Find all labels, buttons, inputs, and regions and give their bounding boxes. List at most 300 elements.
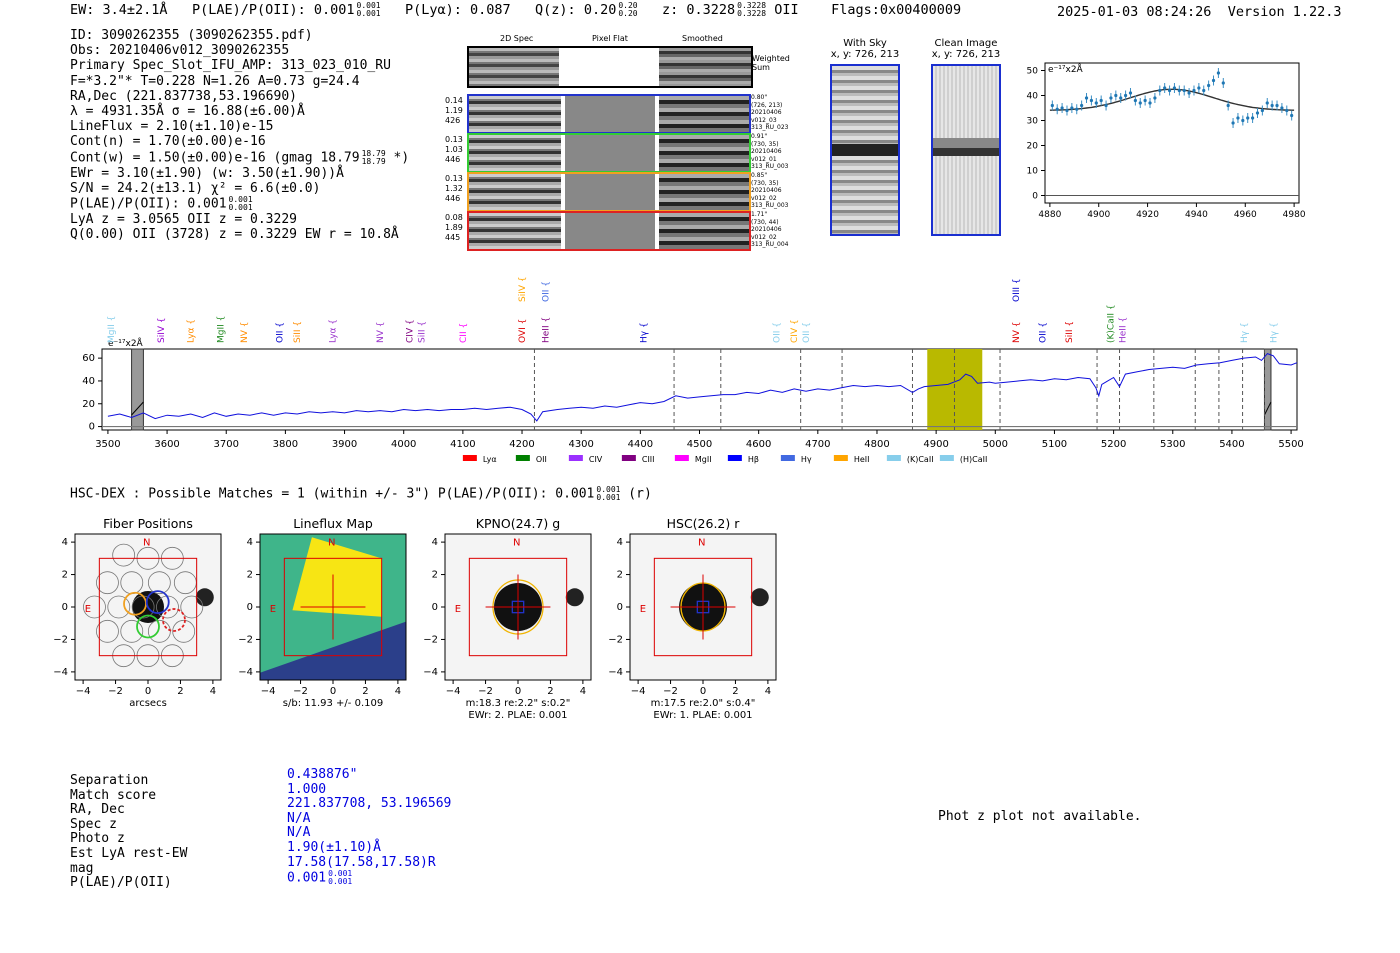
- panel-xtick-label: −4: [445, 686, 461, 697]
- header-right: [1057, 4, 1342, 20]
- panel-ytick-label: 0: [246, 602, 253, 613]
- north-label: N: [328, 537, 336, 549]
- zoom-data-point: [1246, 116, 1249, 119]
- clean-band-1: [933, 138, 999, 148]
- zoom-data-point: [1139, 101, 1142, 104]
- match-value: [287, 826, 451, 841]
- zoom-data-point: [1114, 94, 1117, 97]
- match-key: Est LyA rest-EW: [70, 845, 188, 861]
- spectrum-line-label: OII {: [541, 281, 552, 302]
- panel-xtick-label: 0: [514, 686, 522, 697]
- cutout-flat-2: [565, 135, 655, 171]
- cutout-left-value: 0.13: [445, 174, 463, 183]
- match-value: [287, 870, 451, 886]
- zoom-data-point: [1153, 96, 1156, 99]
- match-value: [287, 856, 451, 871]
- cutout-left-value: 1.89: [445, 223, 463, 232]
- spectrum-line-label: MgII {: [106, 315, 117, 343]
- panel-title: HSC(26.2) r: [666, 516, 740, 531]
- cutout-2d-3: [469, 174, 561, 210]
- zoom-data-point: [1271, 104, 1274, 107]
- header-z: z: 0.3228: [661, 2, 736, 18]
- panel-title: Lineflux Map: [293, 516, 373, 531]
- east-label: E: [84, 603, 92, 615]
- spectrum-legend-swatch: [834, 455, 848, 461]
- cutout-left-value: 1.19: [445, 106, 463, 115]
- cutout-right-value: 20210406: [751, 109, 782, 117]
- spectrum-legend-label: Hγ: [800, 455, 812, 464]
- spectrum-legend-label: CIII: [641, 455, 655, 464]
- panel-xtick-label: 4: [209, 686, 217, 697]
- cutout-right-value: 313_RU_004: [751, 241, 789, 249]
- info-lambda: λ = 4931.35Å σ = 16.88(±6.00)Å: [70, 104, 305, 120]
- cutout-left-label-2: [445, 135, 463, 165]
- zoom-data-point: [1275, 104, 1278, 107]
- neighbor-blob: [196, 588, 214, 606]
- spectrum-xtick-label: 3600: [154, 439, 180, 450]
- spectrum-legend-swatch: [887, 455, 901, 461]
- zoom-data-point: [1256, 111, 1259, 114]
- match-plae-fraction: [328, 870, 352, 886]
- info-contw-text: Cont(w) = 1.50(±0.00)e-16 (gmag 18.79: [70, 150, 360, 166]
- zoom-data-point: [1178, 89, 1181, 92]
- line-zoom-plot: [1010, 55, 1310, 230]
- cutout-right-label-1: [751, 94, 788, 132]
- spectrum-xtick-label: 5500: [1278, 439, 1304, 450]
- spectrum-axes-frame: [102, 349, 1297, 430]
- cutout-right-value: v012_01: [751, 155, 777, 163]
- zoom-data-point: [1168, 89, 1171, 92]
- match-value-text: N/A: [287, 810, 311, 826]
- info-plae-text: P(LAE)/P(OII): 0.001: [70, 196, 227, 212]
- hsc-plae-upper: 0.001: [596, 485, 621, 494]
- panel-xtick-label: 2: [362, 686, 369, 697]
- imaging-panels: [40, 510, 800, 725]
- panel-caption: arcsecs: [129, 698, 167, 709]
- spectrum-line-label: Hγ {: [639, 322, 650, 343]
- match-plae-lower: 0.001: [328, 877, 353, 887]
- spectrum-line-label: OIII {: [1011, 278, 1022, 302]
- panel-ytick-label: 4: [616, 537, 623, 549]
- panel-xtick-label: 0: [329, 686, 337, 697]
- zoom-xtick-label: 4940: [1184, 210, 1208, 220]
- cutout-right-value: 20210406: [751, 226, 782, 234]
- cutout-left-value: 426: [445, 116, 461, 125]
- spectrum-line-label: SiII {: [417, 320, 428, 343]
- spectrum-legend-label: Lyα: [482, 455, 497, 464]
- spectrum-xtick-label: 4800: [864, 439, 890, 450]
- weighted-smooth: [659, 48, 751, 86]
- panel-xtick-label: 4: [764, 686, 772, 697]
- cutout-right-value: (730, 35): [751, 140, 779, 148]
- spectrum-xtick-label: 4000: [390, 439, 417, 450]
- spectrum-xtick-label: 5100: [1041, 439, 1068, 450]
- cutout-right-value: 0.80": [751, 94, 768, 101]
- match-value-text: 17.58(17.58,17.58)R: [287, 854, 436, 870]
- info-plae-upper: 0.001: [228, 195, 253, 205]
- spectrum-line-label: HeII {: [1118, 316, 1129, 343]
- hsc-dex-line: [70, 486, 652, 502]
- col-smoothed: Smoothed: [682, 34, 723, 43]
- panel-xtick-label: 2: [177, 686, 184, 697]
- match-value: [287, 768, 451, 783]
- cutout-2d-1: [469, 96, 561, 132]
- zoom-data-point: [1251, 116, 1254, 119]
- zoom-data-point: [1236, 116, 1239, 119]
- spectrum-line-label: OII {: [1038, 322, 1049, 343]
- zoom-data-point: [1207, 84, 1210, 87]
- north-label: N: [143, 537, 151, 549]
- cutout-right-value: v012_02: [751, 194, 777, 202]
- zoom-data-point: [1051, 104, 1054, 107]
- cutout-left-value: 1.03: [445, 145, 463, 154]
- panel-xtick-label: 4: [579, 686, 587, 697]
- spectrum-legend-swatch: [675, 455, 689, 461]
- cutout-2d-2: [469, 135, 561, 171]
- spectrum-line-label: CIV {: [790, 319, 801, 343]
- panel-xtick-label: −2: [663, 686, 678, 697]
- match-key: Separation: [70, 773, 149, 788]
- panel-xtick-label: −2: [293, 686, 308, 697]
- spectrum-mask-region: [132, 349, 144, 430]
- zoom-data-point: [1085, 96, 1088, 99]
- info-lya: LyA z = 3.0565 OII z = 0.3229: [70, 212, 297, 228]
- header-plae-lower: 0.001: [356, 9, 381, 18]
- header-z-line: OII: [774, 2, 799, 18]
- info-radec: RA,Dec (221.837738,53.196690): [70, 88, 297, 104]
- zoom-data-point: [1227, 104, 1230, 107]
- col-pixel-flat: Pixel Flat: [592, 34, 628, 43]
- full-spectrum-plot: [60, 270, 1315, 465]
- panel-caption-2: EWr: 2. PLAE: 0.001: [468, 710, 568, 721]
- header-bar: [70, 2, 961, 18]
- header-z-lower: 0.3228: [737, 9, 767, 18]
- header-qz-lower: 0.20: [618, 9, 638, 18]
- match-plae-upper: 0.001: [328, 869, 353, 879]
- cutout-left-label-1: [445, 96, 463, 126]
- zoom-data-point: [1100, 99, 1103, 102]
- panel-caption-2: EWr: 1. PLAE: 0.001: [653, 710, 753, 721]
- spectrum-line-label: MgII {: [216, 315, 227, 343]
- panel-xtick-label: 0: [144, 686, 152, 697]
- with-sky-band: [832, 144, 898, 156]
- cutout-right-value: 313_RU_023: [751, 124, 789, 132]
- info-obs: Obs: 20210406v012_3090262355: [70, 43, 290, 59]
- zoom-data-point: [1124, 94, 1127, 97]
- zoom-data-point: [1187, 91, 1190, 94]
- match-key: P(LAE)/P(OII): [70, 875, 172, 891]
- header-qz-upper: 0.20: [618, 1, 638, 10]
- info-gmag-lower: 18.79: [361, 156, 386, 166]
- cutout-right-value: 0.85": [751, 172, 768, 179]
- cutout-right-value: (730, 44): [751, 218, 779, 226]
- cutout-left-value: 446: [445, 194, 461, 203]
- spectrum-xtick-label: 4300: [568, 439, 594, 450]
- zoom-data-point: [1241, 119, 1244, 122]
- zoom-data-point: [1075, 108, 1078, 111]
- panel-ytick-label: −2: [608, 634, 623, 646]
- cutout-right-value: 313_RU_003: [751, 163, 789, 171]
- info-plae: [70, 196, 409, 212]
- zoom-ytick-label: 10: [1026, 166, 1038, 177]
- zoom-data-point: [1202, 89, 1205, 92]
- info-plae-lower: 0.001: [228, 203, 253, 213]
- spectrum-line-label: Lyα {: [186, 318, 197, 343]
- spectrum-ytick-label: 60: [82, 353, 95, 365]
- spectrum-ytick-label: 0: [88, 421, 95, 433]
- panel-ytick-label: 4: [246, 537, 253, 549]
- spectrum-xtick-label: 4700: [805, 439, 831, 450]
- spectrum-xtick-label: 4600: [745, 439, 772, 450]
- spectrum-xtick-label: 4200: [509, 439, 535, 450]
- panel-2: [238, 516, 406, 709]
- match-value-text: 0.438876": [287, 767, 358, 782]
- spectrum-xtick-label: 5400: [1219, 439, 1245, 450]
- cutout-smooth-3: [659, 174, 749, 210]
- panel-ytick-label: −2: [53, 634, 68, 646]
- panel-xtick-label: 4: [394, 686, 402, 697]
- spectrum-highlight-region: [927, 349, 982, 430]
- zoom-ylabel: e⁻¹⁷x2Å: [1048, 65, 1083, 75]
- spectrum-legend-label: CIV: [588, 455, 603, 464]
- cutout-right-label-4: [751, 211, 788, 249]
- photz-message: Phot z plot not available.: [938, 809, 1142, 824]
- match-value-text: 1.90(±1.10)Å: [287, 839, 381, 855]
- cutout-left-value: 0.08: [445, 213, 463, 222]
- cutout-row-1: [467, 94, 751, 134]
- match-value-text: N/A: [287, 825, 311, 841]
- cutout-left-value: 0.14: [445, 96, 463, 105]
- zoom-data-point: [1056, 108, 1059, 111]
- panel-title: KPNO(24.7) g: [475, 516, 561, 531]
- cutout-right-value: v012_03: [751, 116, 777, 124]
- spectrum-legend-swatch: [781, 455, 795, 461]
- cutout-right-value: 20210406: [751, 187, 782, 195]
- zoom-data-point: [1148, 101, 1151, 104]
- panel-ytick-label: 2: [616, 569, 623, 581]
- zoom-data-point: [1104, 104, 1107, 107]
- spectrum-line-label: SiIV {: [157, 317, 168, 343]
- zoom-data-point: [1290, 114, 1293, 117]
- info-gmag-upper: 18.79: [361, 148, 386, 158]
- spectrum-line-label: NV {: [376, 321, 387, 343]
- info-lineflux: LineFlux = 2.10(±1.10)e-15: [70, 119, 274, 135]
- detection-info: [70, 28, 409, 242]
- spectrum-xtick-label: 5200: [1100, 439, 1127, 450]
- spectrum-legend-swatch: [463, 455, 477, 461]
- zoom-data-point: [1212, 79, 1215, 82]
- panel-xtick-label: 2: [732, 686, 739, 697]
- spectrum-legend-swatch: [516, 455, 530, 461]
- cutout-smooth-4: [659, 213, 749, 249]
- zoom-data-point: [1070, 106, 1073, 109]
- header-flags: Flags:0x00400009: [831, 2, 962, 18]
- spectrum-legend-label: Hβ: [747, 455, 759, 464]
- spectrum-legend-swatch: [569, 455, 583, 461]
- spectrum-legend-swatch: [622, 455, 636, 461]
- info-id: ID: 3090262355 (3090262355.pdf): [70, 28, 313, 43]
- hsc-plae-lower: 0.001: [596, 493, 621, 502]
- spectrum-line-label: OII {: [772, 322, 783, 343]
- panel-ytick-label: −4: [238, 666, 253, 678]
- with-sky-title-block: [830, 38, 900, 60]
- east-label: E: [454, 603, 462, 615]
- clean-image-title-block: [930, 38, 1002, 60]
- clean-band-2: [933, 148, 999, 156]
- panel-ytick-label: −4: [423, 666, 438, 678]
- header-qz: Q(z): 0.20: [535, 2, 617, 18]
- zoom-data-point: [1119, 96, 1122, 99]
- spectrum-line-label: SiII {: [1065, 320, 1076, 343]
- clean-image-title: Clean Image: [934, 38, 998, 49]
- cutout-right-label-2: [751, 133, 788, 171]
- panel-3: [423, 516, 591, 721]
- neighbor-blob: [751, 588, 769, 606]
- zoom-data-point: [1080, 104, 1083, 107]
- zoom-data-point: [1109, 96, 1112, 99]
- clean-image-cutout: [931, 64, 1001, 236]
- zoom-data-point: [1280, 106, 1283, 109]
- panel-ytick-label: −2: [423, 634, 438, 646]
- spectrum-line-label: Hγ {: [1239, 322, 1250, 343]
- panel-ytick-label: −4: [53, 666, 68, 678]
- match-value: [287, 783, 451, 798]
- cutout-right-value: 1.71": [751, 211, 768, 218]
- spectrum-xtick-label: 4500: [686, 439, 713, 450]
- spectrum-xtick-label: 3800: [272, 439, 299, 450]
- zoom-data-point: [1173, 86, 1176, 89]
- zoom-data-point: [1285, 109, 1288, 112]
- cutout-row-3: [467, 172, 751, 212]
- panel-ytick-label: 0: [431, 602, 438, 613]
- panel-ytick-label: 0: [61, 602, 68, 613]
- panel-ytick-label: 2: [61, 569, 68, 581]
- spectrum-ylabel: e⁻¹⁷x2Å: [108, 339, 143, 349]
- match-key: mag: [70, 860, 94, 876]
- zoom-data-point: [1065, 109, 1068, 112]
- spectrum-legend-label: MgII: [694, 455, 712, 464]
- zoom-data-point: [1060, 106, 1063, 109]
- clean-image-coords: x, y: 726, 213: [931, 49, 1001, 60]
- cutout-row-4: [467, 211, 751, 251]
- cutout-row-2: [467, 133, 751, 173]
- spectrum-line-label: SiII {: [293, 320, 304, 343]
- match-value-text: 0.001: [287, 870, 327, 886]
- cutout-left-value: 445: [445, 233, 461, 242]
- cutout-right-label-3: [751, 172, 788, 210]
- match-keys: [70, 774, 187, 891]
- match-value: [287, 812, 451, 827]
- spectrum-xtick-label: 4100: [450, 439, 476, 450]
- east-label: E: [639, 603, 647, 615]
- with-sky-cutout: [830, 64, 900, 236]
- zoom-data-point: [1129, 91, 1132, 94]
- zoom-data-point: [1158, 89, 1161, 92]
- match-value-text: 1.000: [287, 781, 327, 797]
- spectrum-xtick-label: 4900: [923, 439, 949, 450]
- spectrum-line-label: OVI {: [518, 318, 529, 343]
- header-ew: EW: 3.4±2.1Å: [70, 2, 168, 18]
- cutout-flat-1: [565, 96, 655, 132]
- spectrum-legend-label: HeII: [853, 455, 870, 464]
- cutout-left-value: 1.32: [445, 184, 463, 193]
- cutout-left-value: 446: [445, 155, 461, 164]
- cutout-right-value: v012_02: [751, 233, 777, 241]
- cutout-right-value: 313_RU_003: [751, 202, 789, 210]
- weighted-2d: [469, 48, 559, 86]
- cutout-grid: [445, 32, 790, 257]
- panel-xtick-label: 2: [547, 686, 554, 697]
- spectrum-line-label: OII {: [801, 322, 812, 343]
- zoom-xtick-label: 4880: [1038, 210, 1062, 220]
- timestamp: 2025-01-03 08:24:26: [1057, 4, 1212, 20]
- zoom-data-point: [1134, 99, 1137, 102]
- spectrum-line-label: NV {: [239, 321, 250, 343]
- hsc-dex-text: HSC-DEX : Possible Matches = 1 (within +/- 3") P(LAE)/P(OII): 0.001: [70, 486, 595, 502]
- panel-xtick-label: −4: [260, 686, 276, 697]
- panel-xtick-label: 0: [699, 686, 707, 697]
- zoom-ytick-label: 50: [1026, 66, 1038, 77]
- match-key: RA, Dec: [70, 802, 125, 818]
- spectrum-ytick-label: 20: [82, 398, 95, 410]
- spectrum-xtick-label: 3900: [331, 439, 358, 450]
- zoom-ytick-label: 30: [1026, 116, 1038, 127]
- spectrum-line-label: Hγ {: [1269, 322, 1280, 343]
- panel-ytick-label: 2: [431, 569, 438, 581]
- weighted-sum-cutout: [467, 46, 753, 88]
- cutout-left-label-3: [445, 174, 463, 204]
- spectrum-legend-label: (H)CaII: [959, 455, 988, 464]
- zoom-data-point: [1266, 101, 1269, 104]
- cutout-right-value: 0.91": [751, 133, 768, 140]
- zoom-data-point: [1217, 71, 1220, 74]
- spectrum-xtick-label: 4400: [627, 439, 654, 450]
- spectrum-line-label: Lyα {: [328, 318, 339, 343]
- info-primary: Primary Spec_Slot_IFU_AMP: 313_023_010_RU: [70, 58, 391, 74]
- info-params: F=*3.2"* T=0.228 N=1.26 A=0.73 g=24.4: [70, 73, 360, 89]
- match-key: Match score: [70, 787, 157, 803]
- match-key: Photo z: [70, 831, 125, 847]
- spectrum-legend-label: OII: [535, 455, 547, 464]
- spectrum-line-label: OII {: [275, 322, 286, 343]
- spectrum-ytick-label: 40: [82, 375, 95, 387]
- hsc-band: (r): [620, 486, 652, 502]
- north-label: N: [513, 537, 521, 549]
- spectrum-xtick-label: 5000: [982, 439, 1009, 450]
- match-value-text: 221.837708, 53.196569: [287, 796, 452, 812]
- north-label: N: [698, 537, 706, 549]
- header-plya: P(Lyα): 0.087: [404, 2, 511, 18]
- zoom-axes-frame: [1045, 63, 1299, 203]
- cutout-left-label-4: [445, 213, 463, 243]
- cutout-flat-4: [565, 213, 655, 249]
- match-key: Spec z: [70, 816, 117, 832]
- spectrum-line-label: (K)CaII {: [1106, 304, 1117, 343]
- with-sky-coords: x, y: 726, 213: [830, 49, 900, 60]
- version: Version 1.22.3: [1227, 4, 1342, 20]
- header-plae-upper: 0.001: [356, 1, 381, 10]
- zoom-xtick-label: 4920: [1136, 210, 1160, 220]
- cutout-smooth-2: [659, 135, 749, 171]
- zoom-ytick-label: 0: [1032, 191, 1038, 202]
- panel-caption: m:18.3 re:2.2" s:0.2": [465, 698, 571, 709]
- cutout-2d-4: [469, 213, 561, 249]
- panel-4: [608, 516, 776, 721]
- spectrum-legend-swatch: [728, 455, 742, 461]
- panel-1: [53, 516, 221, 709]
- east-label: E: [269, 603, 277, 615]
- spectrum-line-label: CIV {: [405, 319, 416, 343]
